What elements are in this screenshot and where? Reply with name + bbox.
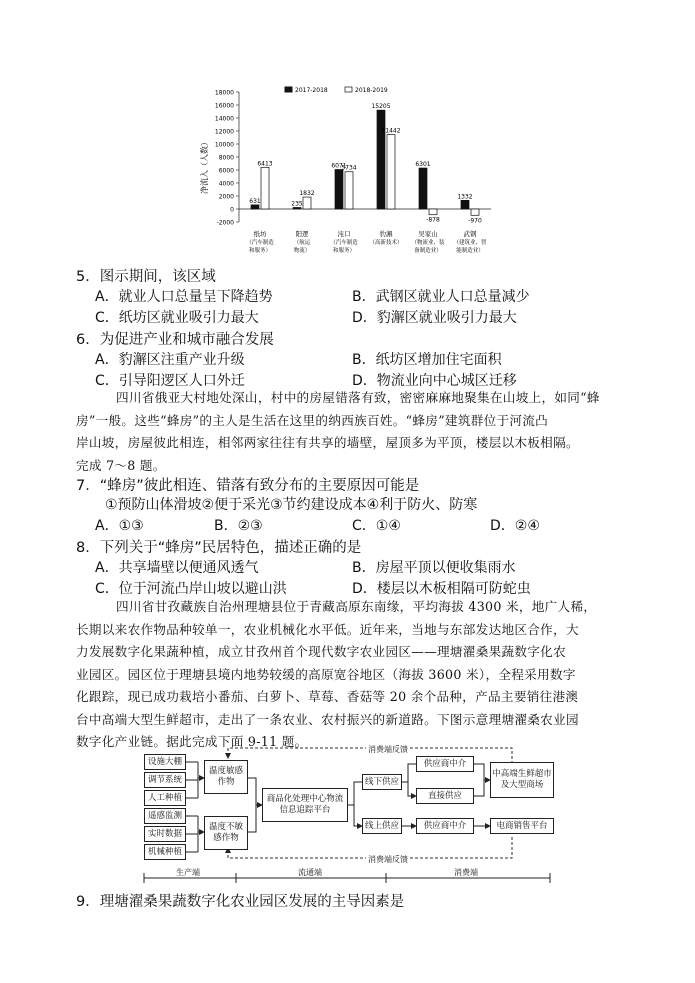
processing-center-box: 商品化处理中心物流信息追踪平台 [262, 788, 348, 822]
category-label: 吴家山 [418, 230, 438, 238]
passage2-line: 业园区。园区位于理塘县境内地势较缓的高原宽谷地区（海拔 3600 米），全程采用数字 [76, 666, 576, 682]
feedback-bottom-label: 消费端反馈 [368, 855, 408, 864]
high-end-market-box: 中高端生鲜超市及大型商场 [490, 762, 554, 798]
bar-value-label: 6301 [415, 161, 431, 169]
y-tick-label: 2000 [218, 193, 234, 201]
bar-2017-2018 [293, 207, 301, 209]
question-5-stem: 5．图示期间，该区域 [76, 269, 216, 285]
facility-greenhouse-box: 设施大棚 [144, 754, 186, 770]
q5-option-b[interactable]: B．武钢区就业人口总量减少 [352, 289, 530, 305]
passage1-line: 四川省俄亚大村地处深山，村中的房屋错落有致，密密麻麻地聚集在山坡上，如同“蜂 [116, 390, 600, 405]
passage1-line: 房”一般。这些“蜂房”的主人是生活在这里的纳西族百姓。“蜂房”建筑群位于河流凸 [76, 412, 549, 428]
y-axis-label: 净流入（人数） [200, 138, 209, 194]
bar-value-label: 6071 [331, 162, 347, 170]
bar-value-label: 235 [291, 200, 303, 208]
y-tick-label: 0 [230, 206, 234, 214]
category-label: 阳逻 [295, 230, 309, 238]
bar-value-label: 1332 [457, 193, 473, 201]
bar-2017-2018 [419, 168, 427, 209]
q6-option-b[interactable]: B．纸坊区增加住宅面积 [352, 352, 502, 368]
question-8-stem: 8．下列关于“蜂房”民居特色，描述正确的是 [76, 540, 362, 556]
q6-option-c[interactable]: C．引导阳逻区人口外迁 [95, 373, 245, 389]
q8-option-b[interactable]: B．房屋平顶以便收集雨水 [352, 560, 516, 576]
q6-option-a[interactable]: A．豹澥区注重产业升级 [95, 352, 245, 368]
passage-beehive-houses [76, 387, 636, 477]
category-label: 武钢 [463, 230, 477, 238]
stage-circulation-label: 流通端 [298, 868, 322, 877]
bar-2017-2018 [461, 200, 469, 209]
passage1-line: 完成 7～8 题。 [76, 457, 166, 473]
category-sublabel: （汽车制造 [246, 240, 274, 246]
bar-2018-2019 [261, 167, 269, 209]
category-label: 沌口 [337, 230, 351, 238]
direct-supply-box: 直接供应 [416, 788, 474, 804]
bar-2018-2019 [471, 209, 479, 215]
category-label: 豹澥 [379, 230, 393, 238]
category-sublabel: （汽车制造 [330, 240, 358, 246]
q5-option-a[interactable]: A．就业人口总量呈下降趋势 [95, 289, 273, 305]
y-tick-label: 16000 [214, 102, 234, 110]
bar-2018-2019 [303, 197, 311, 209]
q7-option-a[interactable]: A．①③ [95, 518, 144, 534]
legend-label: 2017-2018 [295, 87, 328, 94]
category-sublabel: （物流业、装 [411, 240, 445, 246]
q8-option-c[interactable]: C．位于河流凸岸山坡以避山洪 [95, 581, 287, 597]
q8-option-d[interactable]: D．楼层以木板相隔可防蛇虫 [352, 581, 531, 597]
q6-option-d[interactable]: D．物流业向中心城区迁移 [352, 373, 517, 389]
q7-option-c[interactable]: C．①④ [352, 518, 401, 534]
passage2-line: 数字化产业链。据此完成下面 9-11 题。 [76, 734, 308, 749]
passage2-line: 台中高端大型生鲜超市，走出了一条农业、农村振兴的新道路。下图示意理塘濯桑农业园 [76, 711, 579, 727]
bar-2017-2018 [251, 205, 259, 209]
y-tick-label: 14000 [214, 115, 234, 123]
q5-option-d[interactable]: D．豹澥区就业吸引力最大 [352, 310, 517, 326]
bar-value-label: 11442 [381, 127, 401, 135]
passage1-line: 岸山坡，房屋彼此相连，相邻两家往往有共享的墙壁，屋顶多为平顶，楼层以木板相隔。 [76, 435, 579, 450]
stage-production-label: 生产端 [176, 868, 200, 877]
temp-sensitive-crops-box: 温度敏感作物 [204, 760, 248, 794]
q5-option-c[interactable]: C．纸坊区就业吸引力最大 [95, 310, 259, 326]
category-sublabel: 和服务） [332, 248, 356, 254]
bar-value-label: 6413 [257, 160, 273, 168]
temp-insensitive-crops-box: 温度不敏感作物 [204, 816, 248, 850]
category-sublabel: 备制造业） [414, 248, 442, 254]
y-tick-label: 4000 [218, 180, 234, 188]
control-system-box: 调节系统 [144, 772, 186, 788]
legend-swatch-2018-2019 [345, 87, 352, 92]
question-9-stem: 9．理塘濯桑果蔬数字化农业园区发展的主导因素是 [76, 894, 405, 910]
manual-planting-box: 人工种植 [144, 790, 186, 806]
q7-statements: ①预防山体滑坡②便于采光③节约建设成本④利于防火、防寒 [105, 497, 478, 513]
passage2-line: 四川省甘孜藏族自治州理塘县位于青藏高原东南缘，平均海拔 4300 米，地广人稀， [116, 599, 597, 614]
passage2-line: 长期以来农作物品种较单一，农业机械化水平低。近年来，当地与东部发达地区合作，大 [76, 621, 579, 637]
category-sublabel: （航运 [293, 240, 311, 246]
passage-litang-agriculture [76, 596, 636, 754]
y-tick-label: 8000 [218, 154, 234, 162]
y-tick-label: 10000 [214, 141, 234, 149]
supplier-agent-top-box: 供应商中介 [416, 756, 474, 772]
bar-value-label: -878 [426, 216, 440, 224]
bar-value-label: 1832 [299, 190, 315, 198]
passage2-line: 力发展数字化果蔬种植，成立甘孜州首个现代数字农业园区——理塘濯桑果蔬数字化农 [76, 644, 566, 659]
bar-2018-2019 [387, 135, 395, 209]
mechanized-planting-box: 机械种植 [144, 844, 186, 860]
realtime-data-box: 实时数据 [144, 826, 186, 842]
y-tick-label: 12000 [214, 128, 234, 136]
q8-option-a[interactable]: A．共享墙壁以便通风透气 [95, 560, 259, 576]
offline-supply-box: 线下供应 [362, 774, 402, 790]
legend-swatch-2017-2018 [285, 87, 292, 92]
q7-option-d[interactable]: D．②④ [490, 518, 540, 534]
feedback-top-label: 消费端反馈 [368, 745, 408, 754]
bar-value-label: 5734 [341, 164, 357, 172]
ecommerce-platform-box: 电商销售平台 [490, 818, 554, 834]
q7-option-b[interactable]: B．②③ [214, 518, 263, 534]
y-tick-label: 6000 [218, 167, 234, 175]
category-sublabel: 物流） [293, 248, 311, 254]
passage2-line: 化跟踪，现已成功栽培小番茄、白萝卜、草莓、香菇等 20 余个品种，产品主要销往港澳 [76, 689, 579, 704]
bar-2017-2018 [335, 170, 343, 209]
remote-sensing-box: 遥感监测 [144, 808, 186, 824]
bar-2018-2019 [345, 172, 353, 209]
industry-chain-diagram [140, 744, 560, 886]
category-sublabel: 和服务） [248, 248, 272, 254]
supplier-agent-bottom-box: 供应商中介 [416, 818, 474, 834]
category-label: 纸坊 [253, 230, 267, 238]
legend-label: 2018-2019 [355, 87, 388, 94]
category-sublabel: （建筑业、智 [453, 240, 487, 246]
question-7-stem: 7．“蜂房”彼此相连、错落有致分布的主要原因可能是 [76, 478, 420, 494]
net-inflow-bar-chart [195, 80, 515, 255]
online-supply-box: 线上供应 [362, 818, 402, 834]
bar-2017-2018 [377, 110, 385, 209]
bar-value-label: 15205 [371, 103, 391, 111]
category-sublabel: 能制造业） [456, 248, 484, 254]
question-6-stem: 6．为促进产业和城市融合发展 [76, 332, 274, 348]
bar-value-label: 631 [249, 197, 261, 205]
y-tick-label: -2000 [216, 219, 234, 227]
stage-consumption-label: 消费端 [454, 868, 478, 877]
category-sublabel: （高新技术） [369, 240, 403, 246]
bar-value-label: -970 [468, 217, 482, 225]
bar-2018-2019 [429, 209, 437, 215]
y-tick-label: 18000 [214, 89, 234, 97]
